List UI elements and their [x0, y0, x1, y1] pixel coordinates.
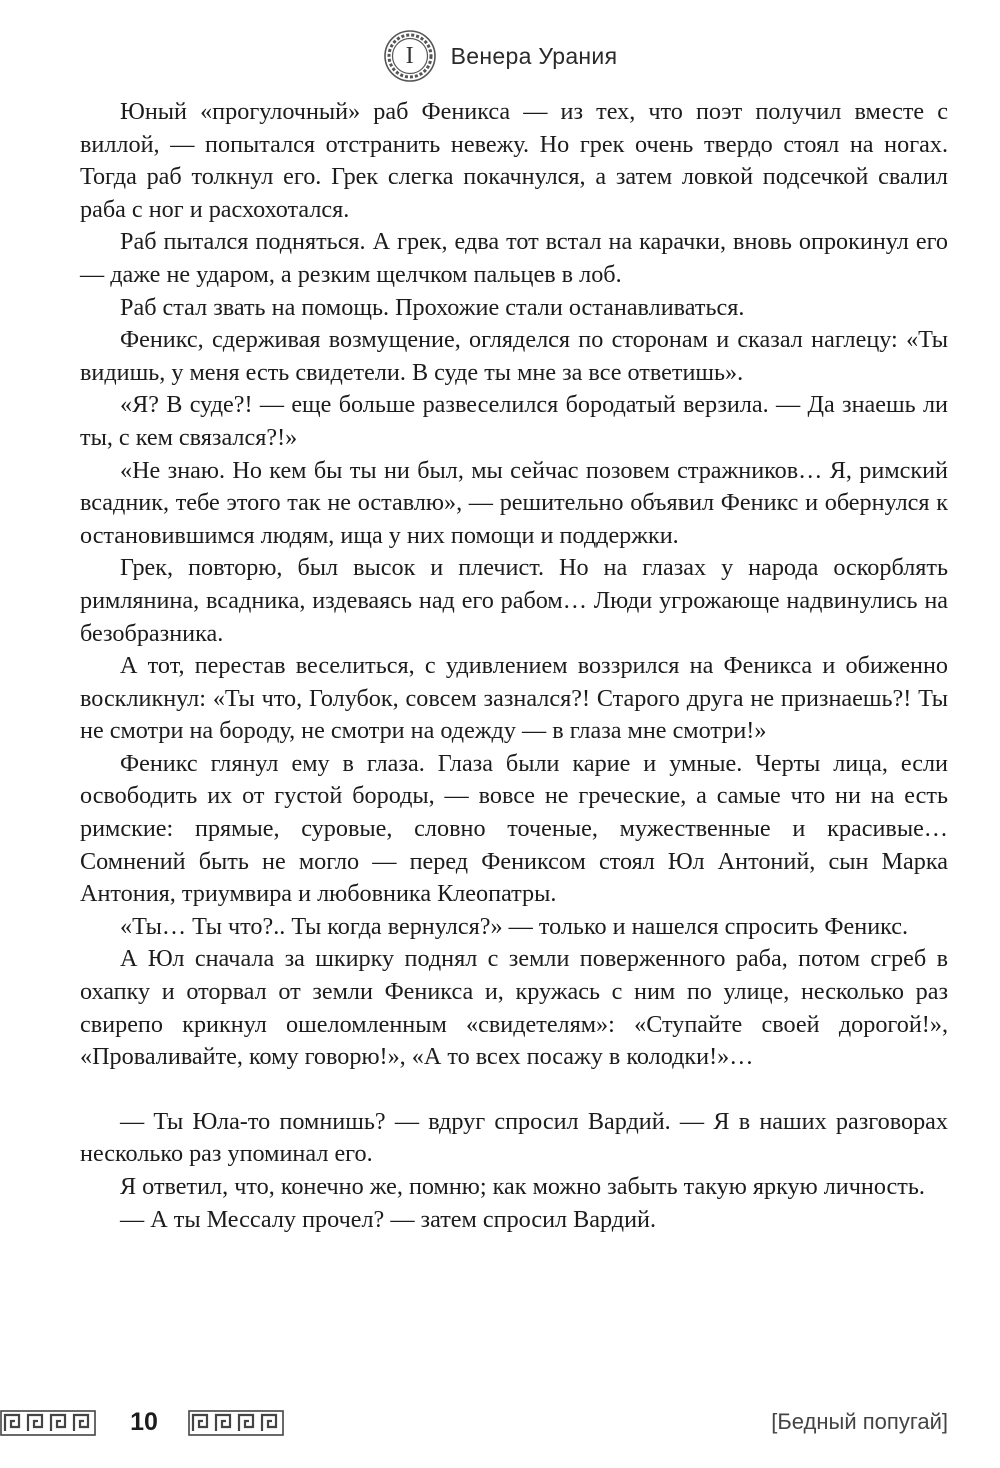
paragraph: Раб стал звать на помощь. Прохожие стали останавливаться. — [120, 293, 745, 321]
dialogue-paragraph: — Ты Юла-то помнишь? — вдруг спросил Вардий. — Я в наших разговорах несколько раз упоминал его. — [80, 1107, 948, 1168]
paragraph: «Я? В суде?! — еще больше развеселился бородатый верзила. — Да знаешь ли ты, с кем связался?!» — [80, 391, 948, 451]
meander-ornament-icon — [0, 1410, 96, 1436]
dialogue-paragraph: Я ответил, что, конечно же, помню; как можно забыть такую яркую личность. — [120, 1173, 925, 1200]
paragraph: Феникс глянул ему в глаза. Глаза были карие и умные. Черты лица, если освободить их от густой бороды, — вовсе не греческие, а самые что ни на есть римские: прямые, суровые, словно точеные, мужественные и красивые… Сомнений быть не могло — перед Фениксом стоял Юл Антоний, сын Марка Антония, триумвира и любовника Клеопатры. — [80, 749, 948, 908]
chapter-medallion — [383, 29, 437, 83]
paragraph: Раб пытался подняться. А грек, едва тот встал на карачки, вновь опрокинул его — даже не ударом, а резким щелчком пальцев в лоб. — [80, 228, 948, 288]
paragraph: «Не знаю. Но кем бы ты ни был, мы сейчас позовем стражников… Я, римский всадник, тебе этого так не оставлю», — решительно объявил Феникс и обернулся к остановившимся людям, ища у них помощи и поддержки. — [80, 456, 948, 549]
paragraph: А Юл сначала за шкирку поднял с земли поверженного раба, потом сгреб в охапку и оторвал от земли Феникса и, кружась с ним по улице, несколько раз свирепо крикнул ошеломленным «свидетелям»: «Ступайте своей дорогой!», «Проваливайте, кому говорю!», «А то всех посажу в колодки!»… — [80, 945, 948, 1071]
paragraph: Феникс, сдерживая возмущение, огляделся по сторонам и сказал наглецу: «Ты видишь, у меня есть свидетели. В суде ты мне за все ответишь». — [80, 326, 948, 386]
page-footer — [0, 1404, 1000, 1440]
paragraph: А тот, перестав веселиться, с удивлением воззрился на Феникса и обиженно воскликнул: «Ты что, Голубок, совсем зазнался?! Старого друга не признаешь?! Ты не смотри на бороду, не смотри на одежду — в глаза мне смотри!» — [80, 652, 948, 745]
chapter-number: I — [405, 42, 414, 69]
dialogue-paragraph: — А ты Мессалу прочел? — затем спросил Вардий. — [120, 1205, 657, 1233]
page-header — [0, 26, 1000, 86]
page-number: 10 — [130, 1408, 158, 1436]
paragraph: Юный «прогулочный» раб Феникса — из тех, что поэт получил вместе с виллой, — попытался отстранить невежу. Но грек очень твердо стоял на ногах. Тогда раб толкнул его. Грек слегка покачнулся, а затем ловкой подсечкой свалил раба с ног и расхохотался. — [80, 98, 948, 223]
body-text — [80, 96, 948, 1236]
meander-ornament-icon — [188, 1410, 284, 1436]
chapter-title: Венера Урания — [450, 42, 618, 69]
paragraph: Грек, повторю, был высок и плечист. Но на глазах у народа оскорблять римлянина, всадника, издеваясь над его рабом… Люди угрожающе надвинулись на безобразника. — [80, 554, 948, 647]
running-title: [Бедный попугай] — [771, 1409, 948, 1434]
paragraph: «Ты… Ты что?.. Ты когда вернулся?» — только и нашелся спросить Феникс. — [120, 912, 909, 940]
